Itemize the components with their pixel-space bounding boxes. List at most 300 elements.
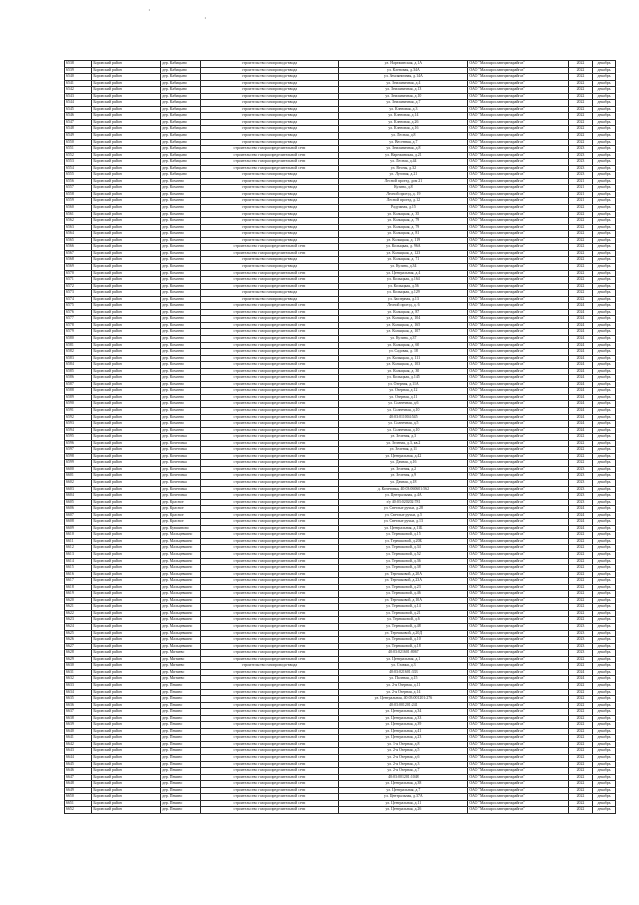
contractor-cell: ОАО "Малоярославецмежрайгаз" (468, 335, 569, 342)
contractor-cell: ОАО "Малоярославецмежрайгаз" (468, 624, 569, 631)
contractor-cell: ОАО "Малоярославецмежрайгаз" (468, 466, 569, 473)
work-type-cell: строительство газораспределительной сети (200, 519, 339, 526)
settlement-cell: дер. Мальцевкино (161, 624, 200, 631)
year-cell: 2022 (568, 74, 592, 81)
work-type-cell: строительство газораспределительной сети (200, 440, 339, 447)
year-cell: 2022 (568, 728, 592, 735)
month-cell: декабрь (593, 702, 616, 709)
work-type-cell: строительство газораспределительной сети (200, 362, 339, 369)
address-cell: ул. 2-я Озерная, д.7 (339, 768, 468, 775)
district-cell: Боровский район (92, 303, 161, 310)
address-cell: ул. Терешковой, д.23 (339, 584, 468, 591)
district-cell: Боровский район (92, 172, 161, 179)
contractor-cell: ОАО "Малоярославецмежрайгаз" (468, 290, 569, 297)
row-number: 6597 (65, 447, 92, 454)
year-cell: 2022 (568, 113, 592, 120)
district-cell: Боровский район (92, 669, 161, 676)
contractor-cell: ОАО "Малоярославецмежрайгаз" (468, 211, 569, 218)
month-cell: декабрь (593, 198, 616, 205)
row-number: 6594 (65, 427, 92, 434)
settlement-cell: дер. Митяево (161, 656, 200, 663)
address-cell: ул. Земляничная, д.8 (339, 146, 468, 153)
year-cell: 2022 (568, 61, 592, 68)
settlement-cell: дер. Мальцевкино (161, 532, 200, 539)
row-number: 6599 (65, 460, 92, 467)
district-cell: Боровский район (92, 754, 161, 761)
settlement-cell: дер. Комлево (161, 375, 200, 382)
row-number: 6616 (65, 571, 92, 578)
contractor-cell: ОАО "Малоярославецмежрайгаз" (468, 552, 569, 559)
district-cell: Боровский район (92, 224, 161, 231)
contractor-cell: ОАО "Малоярославецмежрайгаз" (468, 565, 569, 572)
address-cell: ул. Центральная, д.33 (339, 715, 468, 722)
year-cell: 2022 (568, 87, 592, 94)
address-cell: ул. Солнечная, д.10 (339, 407, 468, 414)
work-type-cell: строительство газораспределительной сети (200, 342, 339, 349)
month-cell: декабрь (593, 807, 616, 814)
contractor-cell: ОАО "Малоярославецмежрайгаз" (468, 152, 569, 159)
year-cell: 2024 (568, 349, 592, 356)
address-cell: ул. Терешковой, д.34 (339, 545, 468, 552)
work-type-cell: строительство газораспределительной сети (200, 335, 339, 342)
month-cell: декабрь (593, 329, 616, 336)
year-cell: 2022 (568, 702, 592, 709)
work-type-cell: строительство газораспределительной сети (200, 165, 339, 172)
address-cell: ул. 2-я Озерная, д.11 (339, 682, 468, 689)
address-cell: 40:03:021601:8067 (339, 650, 468, 657)
settlement-cell: дер. Кочетовка (161, 434, 200, 441)
work-type-cell: строительство газораспределительной сети (200, 322, 339, 329)
district-cell: Боровский район (92, 355, 161, 362)
work-type-cell: строительство газораспределительной сети (200, 630, 339, 637)
address-cell: 40:03:001201:241 (339, 702, 468, 709)
month-cell: декабрь (593, 434, 616, 441)
row-number: 6538 (65, 61, 92, 68)
contractor-cell: ОАО "Малоярославецмежрайгаз" (468, 768, 569, 775)
row-number: 6640 (65, 728, 92, 735)
work-type-cell: строительство газораспределительной сети (200, 146, 339, 153)
month-cell: декабрь (593, 74, 616, 81)
work-type-cell: строительство газопровода-ввода (200, 224, 339, 231)
year-cell: 2022 (568, 578, 592, 585)
row-number: 6626 (65, 637, 92, 644)
month-cell: декабрь (593, 624, 616, 631)
settlement-cell: дер. Комлево (161, 414, 200, 421)
district-cell: Боровский район (92, 597, 161, 604)
work-type-cell: строительство газораспределительной сети (200, 584, 339, 591)
row-number: 6605 (65, 499, 92, 506)
contractor-cell: ОАО "Малоярославецмежрайгаз" (468, 512, 569, 519)
district-cell: Боровский район (92, 159, 161, 166)
settlement-cell: дер. Пекино (161, 807, 200, 814)
month-cell: декабрь (593, 421, 616, 428)
settlement-cell: дер. Кочетовка (161, 447, 200, 454)
district-cell: Боровский район (92, 316, 161, 323)
year-cell: 2022 (568, 754, 592, 761)
work-type-cell: строительство газопровода-ввода (200, 205, 339, 212)
district-cell: Боровский район (92, 715, 161, 722)
address-cell: ул. Заозерная, д.13 (339, 296, 468, 303)
row-number: 6621 (65, 604, 92, 611)
address-cell: ул. Колыцкая, д. 111 (339, 355, 468, 362)
settlement-cell: дер. Комлево (161, 231, 200, 238)
settlement-cell: дер. Комлево (161, 362, 200, 369)
work-type-cell: строительство газораспределительной сети (200, 748, 339, 755)
row-number: 6565 (65, 237, 92, 244)
contractor-cell: ОАО "Малоярославецмежрайгаз" (468, 100, 569, 107)
month-cell: декабрь (593, 100, 616, 107)
contractor-cell: ОАО "Малоярославецмежрайгаз" (468, 493, 569, 500)
contractor-cell: ОАО "Малоярославецмежрайгаз" (468, 250, 569, 257)
row-number: 6631 (65, 669, 92, 676)
district-cell: Боровский район (92, 794, 161, 801)
month-cell: декабрь (593, 133, 616, 140)
month-cell: декабрь (593, 349, 616, 356)
work-type-cell: строительство газораспределительной сети (200, 493, 339, 500)
district-cell: Боровский район (92, 296, 161, 303)
address-cell: ул. Колыцкая, д. 123 (339, 250, 468, 257)
address-cell: ул. Колыцкая, д. 81 (339, 231, 468, 238)
settlement-cell: дер. Красное (161, 512, 200, 519)
row-number: 6623 (65, 617, 92, 624)
month-cell: декабрь (593, 754, 616, 761)
address-cell: ул. Терешковой, д.10А (339, 597, 468, 604)
row-number: 6573 (65, 290, 92, 297)
year-cell: 2022 (568, 119, 592, 126)
contractor-cell: ОАО "Малоярославецмежрайгаз" (468, 453, 569, 460)
address-cell: ул. Зеленая, д.3 (339, 434, 468, 441)
district-cell: Боровский район (92, 191, 161, 198)
row-number: 6541 (65, 80, 92, 87)
month-cell: декабрь (593, 473, 616, 480)
row-number: 6601 (65, 473, 92, 480)
settlement-cell: дер. Комлево (161, 368, 200, 375)
contractor-cell: ОАО "Малоярославецмежрайгаз" (468, 427, 569, 434)
address-cell: ул. Кленовая, д.14 (339, 113, 468, 120)
district-cell: Боровский район (92, 578, 161, 585)
settlement-cell: дер. Комлево (161, 296, 200, 303)
district-cell: Боровский район (92, 591, 161, 598)
address-cell: ул. Колыцкая, д.164 (339, 277, 468, 284)
month-cell: декабрь (593, 630, 616, 637)
work-type-cell: строительство газопровода-ввода (200, 87, 339, 94)
contractor-cell: ОАО "Малоярославецмежрайгаз" (468, 610, 569, 617)
address-cell: ул. Кузина, д.37 (339, 335, 468, 342)
district-cell: Боровский район (92, 74, 161, 81)
district-cell: Боровский район (92, 394, 161, 401)
month-cell: декабрь (593, 663, 616, 670)
year-cell: 2022 (568, 296, 592, 303)
settlement-cell: дер. Митяево (161, 663, 200, 670)
month-cell: декабрь (593, 466, 616, 473)
contractor-cell: ОАО "Малоярославецмежрайгаз" (468, 316, 569, 323)
row-number: 6622 (65, 610, 92, 617)
contractor-cell: ОАО "Малоярославецмежрайгаз" (468, 283, 569, 290)
settlement-cell: дер. Пекино (161, 735, 200, 742)
work-type-cell: строительство газораспределительной сети (200, 401, 339, 408)
month-cell: декабрь (593, 669, 616, 676)
settlement-cell: дер. Мальцевкино (161, 578, 200, 585)
contractor-cell: ОАО "Малоярославецмежрайгаз" (468, 578, 569, 585)
address-cell: 40:03:001201:1048 (339, 774, 468, 781)
work-type-cell: строительство газораспределительной сети (200, 617, 339, 624)
work-type-cell: строительство газораспределительной сети (200, 650, 339, 657)
work-type-cell: строительство газораспределительной сети (200, 381, 339, 388)
year-cell: 2022 (568, 250, 592, 257)
settlement-cell: дер. Комлево (161, 388, 200, 395)
month-cell: декабрь (593, 414, 616, 421)
year-cell: 2022 (568, 133, 592, 140)
settlement-cell: дер. Кабицыно (161, 146, 200, 153)
month-cell: декабрь (593, 597, 616, 604)
row-number: 6633 (65, 682, 92, 689)
contractor-cell: ОАО "Малоярославецмежрайгаз" (468, 571, 569, 578)
district-cell: Боровский район (92, 781, 161, 788)
month-cell: декабрь (593, 525, 616, 532)
row-number: 6609 (65, 525, 92, 532)
district-cell: Боровский район (92, 545, 161, 552)
settlement-cell: дер. Кабицыно (161, 165, 200, 172)
work-type-cell: строительство газораспределительной сети (200, 303, 339, 310)
district-cell: Боровский район (92, 512, 161, 519)
month-cell: декабрь (593, 722, 616, 729)
year-cell: 2022 (568, 781, 592, 788)
settlement-cell: дер. Мальцевкино (161, 545, 200, 552)
row-number: 6600 (65, 466, 92, 473)
contractor-cell: ОАО "Малоярославецмежрайгаз" (468, 696, 569, 703)
contractor-cell: ОАО "Малоярославецмежрайгаз" (468, 394, 569, 401)
work-type-cell: строительство газопровода-ввода (200, 191, 339, 198)
row-number: 6580 (65, 335, 92, 342)
contractor-cell: ОАО "Малоярославецмежрайгаз" (468, 440, 569, 447)
settlement-cell: дер. Кабицыно (161, 87, 200, 94)
district-cell: Боровский район (92, 119, 161, 126)
year-cell: 2022 (568, 290, 592, 297)
district-cell: Боровский район (92, 407, 161, 414)
settlement-cell: дер. Кочетовка (161, 473, 200, 480)
district-cell: Боровский район (92, 309, 161, 316)
row-number: 6559 (65, 198, 92, 205)
address-cell: ул. Терешковой, д.38 (339, 565, 468, 572)
settlement-cell: дер. Красное (161, 519, 200, 526)
district-cell: Боровский район (92, 728, 161, 735)
district-cell: Боровский район (92, 263, 161, 270)
work-type-cell: строительство газораспределительной сети (200, 610, 339, 617)
year-cell: 2022 (568, 787, 592, 794)
settlement-cell: дер. Пекино (161, 702, 200, 709)
settlement-cell: дер. Мальцевкино (161, 538, 200, 545)
address-cell: ул. Колыцкая, д.129 (339, 290, 468, 297)
work-type-cell: строительство газораспределительной сети (200, 794, 339, 801)
district-cell: Боровский район (92, 61, 161, 68)
contractor-cell: ОАО "Малоярославецмежрайгаз" (468, 401, 569, 408)
district-cell: Боровский район (92, 709, 161, 716)
contractor-cell: ОАО "Малоярославецмежрайгаз" (468, 329, 569, 336)
month-cell: декабрь (593, 218, 616, 225)
settlement-cell: дер. Митяево (161, 650, 200, 657)
address-cell: ул. Центральная, д.41 (339, 728, 468, 735)
contractor-cell: ОАО "Малоярославецмежрайгаз" (468, 407, 569, 414)
address-cell: ул. Садовая, д. 18 (339, 349, 468, 356)
settlement-cell: дер. Пекино (161, 689, 200, 696)
contractor-cell: ОАО "Малоярославецмежрайгаз" (468, 414, 569, 421)
year-cell: 2022 (568, 591, 592, 598)
year-cell: 2022 (568, 800, 592, 807)
district-cell: Боровский район (92, 787, 161, 794)
settlement-cell: дер. Кабицыно (161, 93, 200, 100)
row-number: 6637 (65, 709, 92, 716)
work-type-cell: строительство газораспределительной сети (200, 460, 339, 467)
work-type-cell: строительство газопровода-ввода (200, 119, 339, 126)
year-cell: 2022 (568, 93, 592, 100)
address-cell: ул. Дачная, д.16 (339, 460, 468, 467)
settlement-cell: дер. Кочетовка (161, 466, 200, 473)
work-type-cell: строительство газораспределительной сети (200, 696, 339, 703)
contractor-cell: ОАО "Малоярославецмежрайгаз" (468, 237, 569, 244)
address-cell: ул. Терешковой, д.20Д (339, 630, 468, 637)
district-cell: Боровский район (92, 552, 161, 559)
address-cell: ул. Зеленая, д.3, кв.2 (339, 440, 468, 447)
district-cell: Боровский район (92, 506, 161, 513)
district-cell: Боровский район (92, 211, 161, 218)
year-cell: 2023 (568, 165, 592, 172)
row-number: 6566 (65, 244, 92, 251)
district-cell: Боровский район (92, 735, 161, 742)
work-type-cell: строительство газораспределительной сети (200, 643, 339, 650)
year-cell: 2022 (568, 237, 592, 244)
contractor-cell: ОАО "Малоярославецмежрайгаз" (468, 342, 569, 349)
contractor-cell: ОАО "Малоярославецмежрайгаз" (468, 538, 569, 545)
district-cell: Боровский район (92, 637, 161, 644)
year-cell: 2022 (568, 552, 592, 559)
settlement-cell: дер. Комлево (161, 381, 200, 388)
work-type-cell: строительство газопровода-ввода (200, 211, 339, 218)
contractor-cell: ОАО "Малоярославецмежрайгаз" (468, 67, 569, 74)
month-cell: декабрь (593, 682, 616, 689)
contractor-cell: ОАО "Малоярославецмежрайгаз" (468, 106, 569, 113)
work-type-cell: строительство газопровода-ввода (200, 257, 339, 264)
year-cell: 2024 (568, 401, 592, 408)
address-cell: ул. Весенняя, д.7 (339, 139, 468, 146)
row-number: 6549 (65, 133, 92, 140)
row-number: 6561 (65, 211, 92, 218)
contractor-cell: ОАО "Малоярославецмежрайгаз" (468, 388, 569, 395)
settlement-cell: дер. Мальцевкино (161, 591, 200, 598)
contractor-cell: ОАО "Малоярославецмежрайгаз" (468, 165, 569, 172)
month-cell: декабрь (593, 499, 616, 506)
settlement-cell: дер. Комлево (161, 211, 200, 218)
settlement-cell: дер. Комлево (161, 342, 200, 349)
row-number: 6592 (65, 414, 92, 421)
work-type-cell: строительство газораспределительной сети (200, 388, 339, 395)
contractor-cell: ОАО "Малоярославецмежрайгаз" (468, 656, 569, 663)
address-cell: Кузина, д.8 (339, 185, 468, 192)
row-number: 6620 (65, 597, 92, 604)
month-cell: декабрь (593, 205, 616, 212)
row-number: 6554 (65, 165, 92, 172)
address-cell: ул. Центральная, д.42 (339, 453, 468, 460)
year-cell: 2022 (568, 656, 592, 663)
settlement-cell: дер. Кабицыно (161, 67, 200, 74)
district-cell: Боровский район (92, 244, 161, 251)
contractor-cell: ОАО "Малоярославецмежрайгаз" (468, 309, 569, 316)
settlement-cell: дер. Мальцевкино (161, 643, 200, 650)
year-cell: 2023 (568, 499, 592, 506)
contractor-cell: ОАО "Малоярославецмежрайгаз" (468, 126, 569, 133)
month-cell: декабрь (593, 407, 616, 414)
settlement-cell: дер. Комлево (161, 329, 200, 336)
row-number: 6590 (65, 401, 92, 408)
contractor-cell: ОАО "Малоярославецмежрайгаз" (468, 545, 569, 552)
contractor-cell: ОАО "Малоярославецмежрайгаз" (468, 322, 569, 329)
settlement-cell: дер. Мальцевкино (161, 584, 200, 591)
address-cell: 40:03:021601:333 (339, 669, 468, 676)
year-cell: 2022 (568, 224, 592, 231)
settlement-cell: дер. Комлево (161, 322, 200, 329)
month-cell: декабрь (593, 322, 616, 329)
district-cell: Боровский район (92, 113, 161, 120)
settlement-cell: дер. Кабицыно (161, 119, 200, 126)
row-number: 6576 (65, 309, 92, 316)
district-cell: Боровский район (92, 322, 161, 329)
settlement-cell: дер. Мальцевкино (161, 597, 200, 604)
row-number: 6571 (65, 277, 92, 284)
district-cell: Боровский район (92, 152, 161, 159)
year-cell: 2022 (568, 434, 592, 441)
district-cell: Боровский район (92, 375, 161, 382)
contractor-cell: ОАО "Малоярославецмежрайгаз" (468, 584, 569, 591)
row-number: 6583 (65, 355, 92, 362)
settlement-cell: дер. Комлево (161, 270, 200, 277)
contractor-cell: ОАО "Малоярославецмежрайгаз" (468, 741, 569, 748)
district-cell: Боровский район (92, 473, 161, 480)
contractor-cell: ОАО "Малоярославецмежрайгаз" (468, 362, 569, 369)
year-cell: 2024 (568, 414, 592, 421)
month-cell: декабрь (593, 512, 616, 519)
settlement-cell: дер. Комлево (161, 250, 200, 257)
settlement-cell: дер. Пекино (161, 709, 200, 716)
row-number: 6560 (65, 205, 92, 212)
month-cell: декабрь (593, 460, 616, 467)
work-type-cell: строительство газораспределительной сети (200, 709, 339, 716)
year-cell: 2022 (568, 597, 592, 604)
address-cell: ул. Зеленая, д.2 (339, 466, 468, 473)
address-cell: Лесной проезд, д.12 (339, 198, 468, 205)
address-cell: Лесной проезд, д. 6 (339, 303, 468, 310)
work-type-cell: строительство газораспределительной сети (200, 715, 339, 722)
district-cell: Боровский район (92, 290, 161, 297)
settlement-cell: дер. Митяево (161, 676, 200, 683)
contractor-cell: ОАО "Малоярославецмежрайгаз" (468, 133, 569, 140)
row-number: 6550 (65, 139, 92, 146)
year-cell: 2022 (568, 761, 592, 768)
address-cell: ул. Терешковой, д.15 (339, 532, 468, 539)
address-cell: ул. Зеленая, д.9 (339, 473, 468, 480)
row-number: 6572 (65, 283, 92, 290)
settlement-cell: дер. Кабицыно (161, 106, 200, 113)
settlement-cell: дер. Комлево (161, 303, 200, 310)
month-cell: декабрь (593, 165, 616, 172)
year-cell: 2022 (568, 270, 592, 277)
contractor-cell: ОАО "Малоярославецмежрайгаз" (468, 702, 569, 709)
year-cell: 2022 (568, 440, 592, 447)
settlement-cell: дер. Красное (161, 499, 200, 506)
year-cell: 2024 (568, 676, 592, 683)
district-cell: Боровский район (92, 349, 161, 356)
contractor-cell: ОАО "Малоярославецмежрайгаз" (468, 499, 569, 506)
row-number: 6635 (65, 696, 92, 703)
address-cell: ул. Весны, д.32 (339, 165, 468, 172)
